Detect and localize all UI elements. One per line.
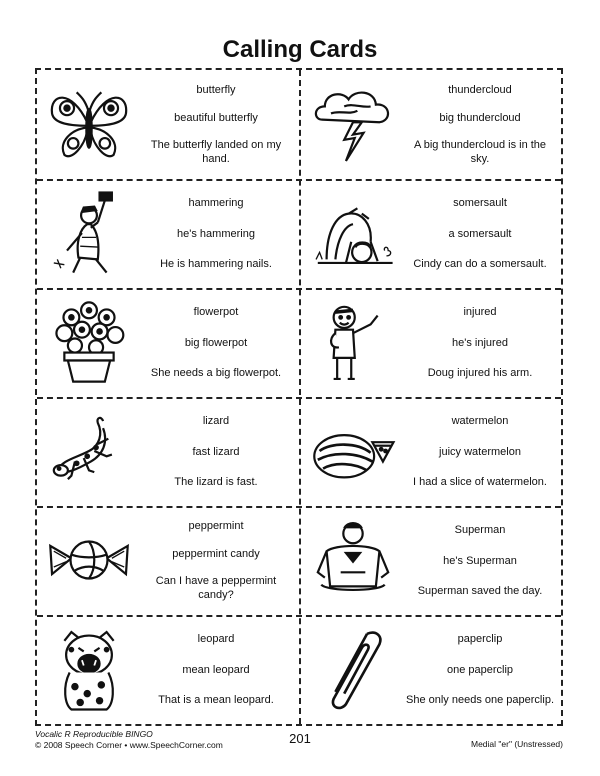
card-butterfly bbox=[37, 70, 299, 179]
card-peppermint bbox=[37, 506, 299, 615]
calling-cards-grid bbox=[35, 68, 563, 726]
card-sentence: Doug injured his arm. bbox=[427, 367, 533, 380]
card-superman bbox=[301, 506, 563, 615]
card-phrase: one paperclip bbox=[446, 663, 514, 676]
card-phrase: a somersault bbox=[448, 227, 512, 240]
page-number: 201 bbox=[289, 731, 311, 746]
leopard-icon bbox=[43, 625, 135, 713]
card-paperclip bbox=[301, 615, 563, 724]
page-title: Calling Cards bbox=[222, 36, 378, 63]
card-word: butterfly bbox=[196, 84, 236, 97]
injured-boy-icon bbox=[307, 298, 399, 386]
card-word: thundercloud bbox=[448, 84, 512, 97]
lizard-icon bbox=[43, 407, 135, 495]
superman-icon bbox=[307, 516, 399, 604]
card-lizard bbox=[37, 397, 299, 506]
card-flowerpot bbox=[37, 288, 299, 397]
card-word: paperclip bbox=[457, 632, 503, 645]
paperclip-icon bbox=[307, 625, 399, 713]
card-word: Superman bbox=[454, 523, 506, 536]
hammering-man-icon bbox=[43, 189, 135, 277]
watermelon-icon bbox=[307, 407, 399, 495]
card-thundercloud bbox=[301, 70, 563, 179]
copyright: © 2008 Speech Corner • www.SpeechCorner.com bbox=[35, 740, 223, 750]
card-sentence: A big thundercloud is in the sky. bbox=[413, 138, 547, 165]
somersault-girl-icon bbox=[307, 189, 399, 277]
series-title: Vocalic R Reproducible BINGO bbox=[35, 729, 153, 739]
card-sentence: Cindy can do a somersault. bbox=[413, 258, 547, 271]
card-phrase: fast lizard bbox=[192, 445, 240, 458]
card-word: somersault bbox=[453, 196, 507, 209]
card-phrase: he's Superman bbox=[443, 554, 517, 567]
card-phrase: big thundercloud bbox=[439, 111, 521, 124]
card-watermelon bbox=[301, 397, 563, 506]
card-sentence: She needs a big flowerpot. bbox=[150, 367, 282, 380]
card-phrase: juicy watermelon bbox=[439, 445, 521, 458]
card-word: lizard bbox=[202, 414, 230, 427]
card-word: leopard bbox=[197, 632, 235, 645]
card-sentence: He is hammering nails. bbox=[160, 258, 272, 271]
card-sentence: Superman saved the day. bbox=[417, 585, 543, 598]
card-sentence: I had a slice of watermelon. bbox=[413, 476, 547, 489]
category-label: Medial "er" (Unstressed) bbox=[470, 739, 563, 749]
card-phrase: peppermint candy bbox=[172, 547, 260, 560]
card-word: hammering bbox=[188, 196, 244, 209]
card-sentence: Can I have a peppermint candy? bbox=[155, 574, 277, 601]
card-sentence: The butterfly landed on my hand. bbox=[150, 138, 282, 165]
card-phrase: big flowerpot bbox=[184, 336, 248, 349]
card-leopard bbox=[37, 615, 299, 724]
card-word: peppermint bbox=[188, 520, 244, 533]
peppermint-candy-icon bbox=[43, 516, 135, 604]
card-word: injured bbox=[463, 305, 497, 318]
card-sentence: She only needs one paperclip. bbox=[406, 694, 554, 707]
card-phrase: he's hammering bbox=[177, 227, 255, 240]
card-word: watermelon bbox=[451, 414, 509, 427]
card-sentence: That is a mean leopard. bbox=[158, 694, 274, 707]
flowerpot-icon bbox=[43, 298, 135, 386]
card-word: flowerpot bbox=[193, 305, 239, 318]
butterfly-icon bbox=[43, 80, 135, 168]
card-somersault bbox=[301, 179, 563, 288]
card-hammering bbox=[37, 179, 299, 288]
card-injured bbox=[301, 288, 563, 397]
card-phrase: mean leopard bbox=[182, 663, 250, 676]
card-phrase: beautiful butterfly bbox=[174, 111, 258, 124]
card-sentence: The lizard is fast. bbox=[174, 476, 258, 489]
thundercloud-icon bbox=[307, 80, 399, 168]
card-phrase: he's injured bbox=[452, 336, 508, 349]
